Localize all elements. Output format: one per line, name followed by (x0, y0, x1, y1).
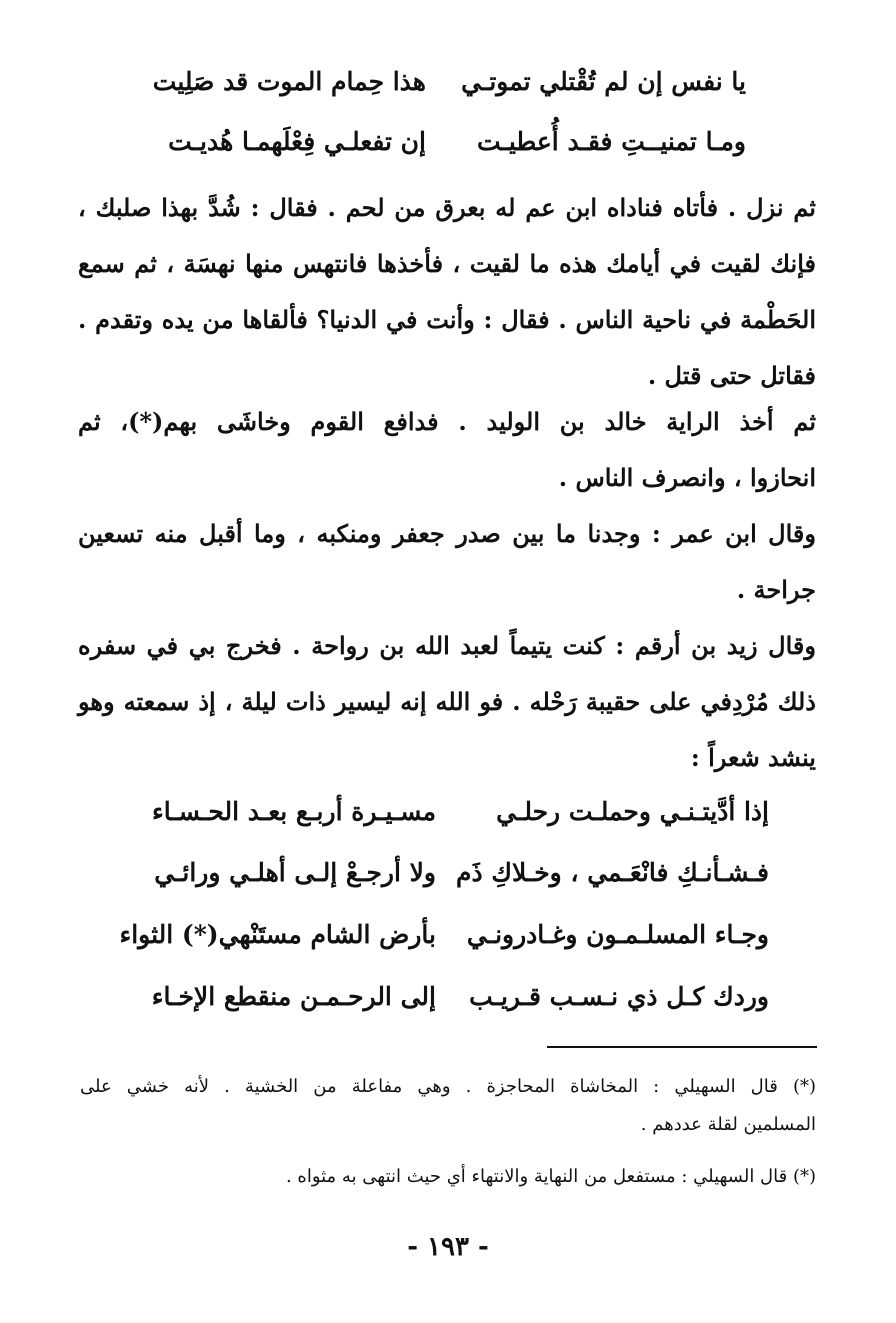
paragraph-line: ينشد شعراً : (690, 743, 816, 772)
verse-first-hemistich: إذا أدَّيتـنـي وحملـت رحلـي (496, 797, 769, 826)
paragraph-line: ثم أخذ الراية خالد بن الوليد . فدافع القوم وخاشَى بهم(*)، ثم (78, 407, 816, 436)
verse-first-hemistich: يا نفس إن لم تُقْتلي تموتـي (461, 67, 746, 96)
footnote-line: المسلمين لقلة عددهم . (640, 1114, 816, 1135)
footnote (80, 1158, 816, 1196)
paragraph-line: وقال زيد بن أرقم : كنت يتيماً لعبد الله بن رواحة . فخرج بي في سفره (78, 631, 816, 660)
paragraph-line: الحَطْمة في ناحية الناس . فقال : وأنت في الدنيا؟ فألقاها من يده وتقدم . (78, 305, 816, 334)
footnote-divider (547, 1046, 817, 1048)
verse-first-hemistich: ومـا تمنيــتِ فقـد أُعطيـت (476, 127, 746, 156)
paragraph-line: جراحة . (736, 575, 816, 604)
verse-second-hemistich: ولا أرجـعْ إلـى أهلـي ورائـي (154, 858, 436, 887)
verse-second-hemistich: هذا حِمام الموت قد صَلِيت (152, 67, 426, 96)
verse-second-hemistich: إن تفعلـي فِعْلَهمـا هُديـت (168, 127, 426, 156)
verse-second-hemistich: بأرض الشام مستَنْهي(*) الثواء (119, 920, 436, 949)
paragraph-line: وقال ابن عمر : وجدنا ما بين صدر جعفر ومنكبه ، وما أقبل منه تسعين (78, 519, 816, 548)
paragraph-line: ذلك مُرْدِفي على حقيبة رَحْله . فو الله إنه ليسير ذات ليلة ، إذ سمعته وهو (78, 687, 816, 716)
paragraph-line: انحازوا ، وانصرف الناس . (558, 463, 816, 492)
verse-second-hemistich: مسـيـرة أربـع بعـد الحـسـاء (152, 797, 436, 826)
paragraph (78, 618, 816, 786)
paragraph-line: فقاتل حتى قتل . (647, 361, 816, 390)
verse-first-hemistich: وجـاء المسلـمـون وغـادرونـي (466, 920, 769, 949)
paragraph-line: فإنك لقيت في أيامك هذه ما لقيت ، فأخذها فانتهس منها نهسَة ، ثم سمع (78, 249, 816, 278)
paragraph-line: ثم نزل . فأتاه فناداه ابن عم له بعرق من لحم . فقال : شُدَّ بهذا صلبك ، (78, 193, 816, 222)
paragraph (78, 180, 816, 404)
verse-first-hemistich: وردك كـل ذي نـسـب قـريـب (469, 982, 769, 1011)
footnote-line: (*) قال السهيلي : المخاشاة المحاجزة . وهي مفاعلة من الخشية . لأنه خشي على (80, 1076, 816, 1097)
verse-first-hemistich: فـشـأنـكِ فانْعَـمي ، وخـلاكِ ذَم (456, 858, 769, 887)
footnote-line: (*) قال السهيلي : مستفعل من النهاية والانتهاء أي حيث انتهى به مثواه . (285, 1166, 816, 1187)
paragraph (78, 506, 816, 618)
page-number: - ١٩٣ - (407, 1232, 489, 1262)
verse-second-hemistich: إلى الرحـمـن منقطع الإخـاء (151, 982, 436, 1011)
paragraph (78, 394, 816, 506)
footnote (80, 1068, 816, 1144)
